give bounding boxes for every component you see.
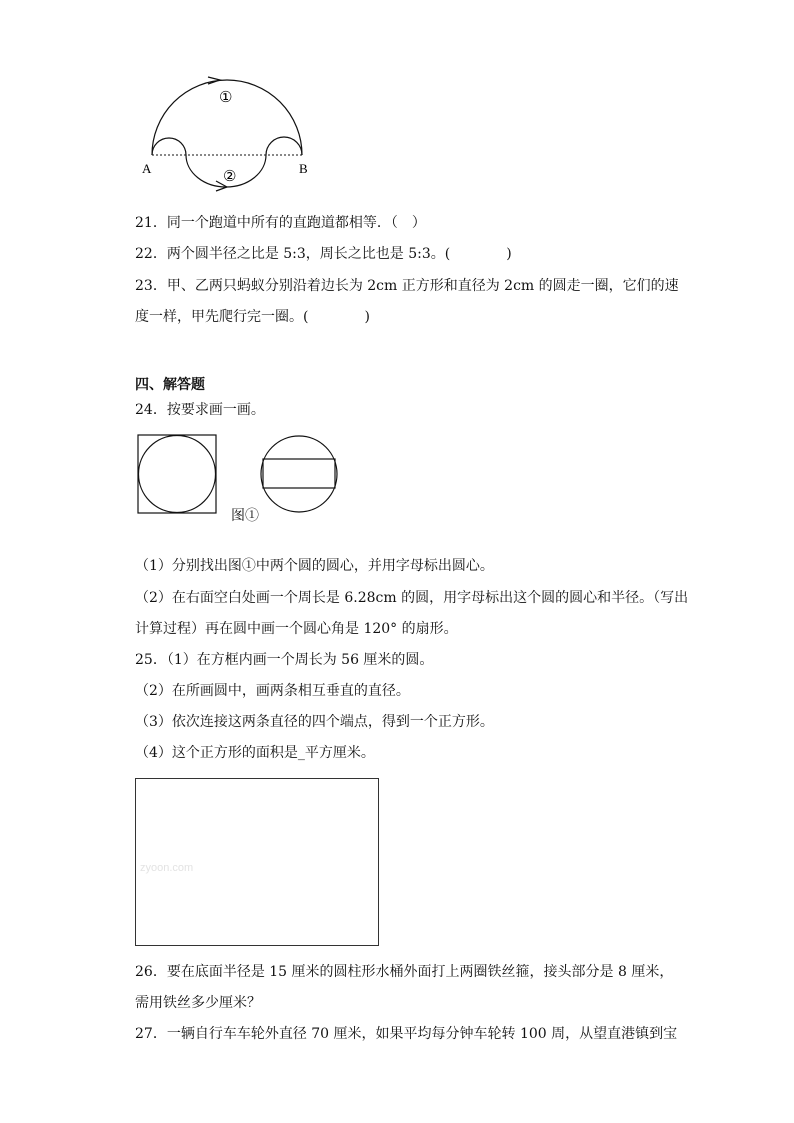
point-a-label: A bbox=[142, 161, 152, 176]
route-2-label: ② bbox=[223, 169, 237, 185]
question-26-line1: 26．要在底面半径是 15 厘米的圆柱形水桶外面打上两圈铁丝箍，接头部分是 8 厘米， bbox=[135, 964, 674, 980]
inscribed-rectangle bbox=[263, 459, 335, 488]
inscribed-circle bbox=[139, 436, 216, 513]
question-26-line2: 需用铁丝多少厘米？ bbox=[135, 995, 261, 1011]
question-22: 22．两个圆半径之比是 5:3，周长之比也是 5:3。( ) bbox=[135, 246, 512, 262]
question-24-part2-line1: （2）在右面空白处画一个周长是 6.28cm 的圆，用字母标出这个圆的圆心和半径。（写出 bbox=[135, 590, 689, 606]
circumscribed-circle bbox=[261, 436, 337, 512]
route-1-label: ① bbox=[219, 90, 233, 106]
section-4-title: 四、解答题 bbox=[135, 377, 205, 393]
question-27-line1: 27．一辆自行车车轮外直径 70 厘米，如果平均每分钟车轮转 100 周，从望直港镇到宝 bbox=[135, 1026, 678, 1042]
question-23-line1: 23．甲、乙两只蚂蚁分别沿着边长为 2cm 正方形和直径为 2cm 的圆走一圈，它们的速 bbox=[135, 278, 679, 294]
question-25-line2: （2）在所画圆中，画两条相互垂直的直径。 bbox=[135, 683, 410, 699]
question-21: 21．同一个跑道中所有的直跑道都相等．（ ） bbox=[135, 215, 426, 231]
point-b-label: B bbox=[299, 161, 308, 176]
track-figure bbox=[130, 70, 330, 195]
question-24-title: 24．按要求画一画。 bbox=[135, 402, 265, 418]
question-25-line3: （3）依次连接这两条直径的四个端点，得到一个正方形。 bbox=[135, 714, 494, 730]
right-hump bbox=[266, 137, 302, 155]
question-23-line2: 度一样，甲先爬行完一圈。( ) bbox=[135, 309, 370, 325]
watermark-text: zyoon.com bbox=[140, 862, 194, 874]
figure-1-label: 图① bbox=[231, 507, 259, 523]
question-24-part1: （1）分别找出图①中两个圆的圆心，并用字母标出圆心。 bbox=[135, 558, 494, 574]
question-25-line4: （4）这个正方形的面积是_平方厘米。 bbox=[135, 745, 375, 761]
question-24-part2-line2: 计算过程）再在圆中画一个圆心角是 120° 的扇形。 bbox=[135, 621, 458, 637]
left-hump bbox=[152, 138, 186, 155]
question-25-line1: 25．（1）在方框内画一个周长为 56 厘米的圆。 bbox=[135, 652, 434, 668]
